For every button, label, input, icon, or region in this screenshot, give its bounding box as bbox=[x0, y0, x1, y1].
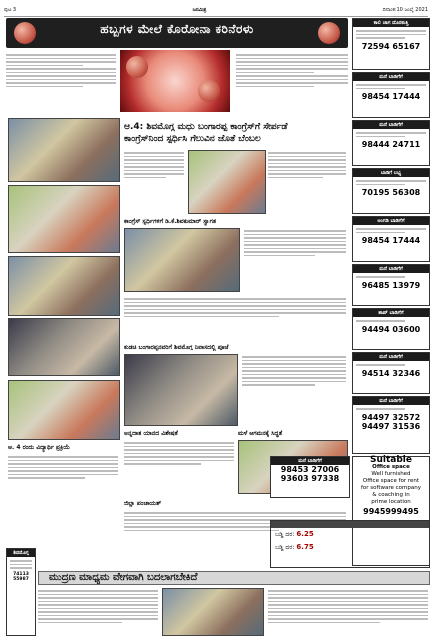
rate-band bbox=[270, 520, 430, 568]
bottom-banner bbox=[38, 571, 430, 585]
hero-headline: ಹಬ್ಬಗಳ ಮೇಲೆ ಕೊರೋನಾ ಕರಿನೆರಳು bbox=[100, 22, 254, 36]
ad-number: 98454 17444 bbox=[361, 236, 421, 245]
virus-icon bbox=[126, 56, 148, 78]
ad-title: ಮನೆ ಬಾಡಿಗೆಗೆ bbox=[353, 353, 429, 361]
photo-group-2 bbox=[8, 185, 120, 253]
ad-title: ಅಂಗಡಿ ಬಾಡಿಗೆಗೆ bbox=[353, 217, 429, 225]
main-portrait bbox=[188, 150, 266, 214]
suitable-line2: Well furnished bbox=[371, 471, 411, 477]
suitable-line3: Office space for rent bbox=[362, 478, 420, 484]
classified-ad-3 bbox=[352, 120, 430, 166]
brief3-headline: ಜಿಲ್ಲಾ ಪಂಚಾಯತ್ bbox=[124, 500, 162, 507]
bottom-headline: ಮುದ್ರಣ ಮಾಧ್ಯಮ ವೇಗವಾಗಿ ಬದಲಾಗಬೇಕಿದೆ bbox=[49, 572, 198, 583]
ad-number-2: 93603 97338 bbox=[280, 474, 340, 483]
photo-group-4 bbox=[8, 318, 120, 376]
classified-ad-5 bbox=[352, 216, 430, 262]
rate-band-header bbox=[271, 521, 429, 528]
ad-title: ಮನೆ ಬಾಡಿಗೆಗೆ bbox=[353, 121, 429, 129]
suitable-number: 9945999495 bbox=[363, 507, 419, 516]
classified-ad-2 bbox=[352, 72, 430, 118]
ad-number: 98444 24711 bbox=[361, 140, 421, 149]
suitable-line1: Office space bbox=[372, 464, 410, 470]
bottom-photo bbox=[162, 588, 264, 636]
ad-number: 94497 32572 bbox=[361, 412, 421, 422]
story4-photo bbox=[124, 354, 238, 426]
main-body-left bbox=[124, 150, 184, 180]
side-headline: ಆ. 4 ರಂದು ವಿದ್ಯಾರ್ಥಿ ಪ್ರಕ್ರಿಯೆ bbox=[8, 444, 70, 451]
rate-label-2: ಬಡ್ಡಿ ದರ: bbox=[275, 544, 295, 551]
classified-ad-9 bbox=[352, 396, 430, 454]
classified-ad-8 bbox=[352, 352, 430, 394]
bottom-body-left bbox=[38, 588, 158, 625]
classified-ad-11 bbox=[6, 548, 36, 636]
paper-name: ಜನಮಿತ್ರ bbox=[192, 7, 207, 13]
ad-title: ಶಿವಮೊಗ್ಗ bbox=[7, 549, 35, 557]
classified-ad-4 bbox=[352, 168, 430, 214]
rate-value-2: 6.75 bbox=[296, 543, 314, 551]
page-number: ಪುಟ 3 bbox=[4, 7, 17, 13]
mid-body-col bbox=[124, 296, 346, 319]
virus-icon bbox=[318, 22, 340, 44]
ad-number: 98453 27006 bbox=[280, 465, 340, 474]
photo-group-1 bbox=[8, 118, 120, 182]
hero-banner bbox=[6, 18, 348, 48]
suitable-line6: prime location bbox=[371, 499, 411, 505]
brief1-body bbox=[124, 440, 234, 467]
ad-title: ಕಾಲಿ ಜಾಗ ದೊರಕುತ್ತಿ bbox=[353, 19, 429, 27]
left-column-top bbox=[6, 52, 116, 89]
ad-number: 98454 17444 bbox=[361, 92, 421, 101]
story3-photo bbox=[124, 228, 240, 292]
ad-number: 72594 65167 bbox=[361, 41, 421, 51]
ad-title: ಮನೆ ಬಾಡಿಗೆಗೆ bbox=[353, 265, 429, 273]
hero-illustration bbox=[120, 50, 230, 112]
suitable-line5: & coaching in bbox=[372, 492, 410, 498]
side-body bbox=[8, 454, 118, 481]
virus-icon bbox=[198, 80, 220, 102]
story3-body bbox=[244, 228, 346, 258]
ad-title: ಬಾಡಿಗೆ ಲಭ್ಯ bbox=[353, 169, 429, 177]
suitable-title: Suitable bbox=[370, 455, 412, 465]
main-body-right bbox=[268, 150, 346, 180]
ad-title: ಮನೆ ಬಾಡಿಗೆಗೆ bbox=[353, 397, 429, 405]
ad-number: 74113 55987 bbox=[13, 571, 29, 582]
ad-number: 96485 13979 bbox=[361, 280, 421, 290]
story4-headline: ಕುಡಚಿ ಬಂಗಾರಪ್ಪನವರಿಗೆ ಶಿವಮೊಗ್ಗ ನಿವಾಸದಲ್ಲಿ ಪೂಜೆ bbox=[124, 344, 229, 351]
right-column-top bbox=[236, 52, 348, 89]
ad-number-2: 94497 31536 bbox=[361, 421, 421, 431]
classified-ad-1 bbox=[352, 18, 430, 70]
ad-number: 70195 56308 bbox=[361, 188, 421, 197]
story4-body bbox=[242, 354, 346, 388]
rate-value-1: 6.25 bbox=[296, 530, 314, 538]
classified-ad-6 bbox=[352, 264, 430, 306]
suitable-line4: for software company bbox=[360, 485, 422, 491]
classified-ad-10 bbox=[270, 456, 350, 498]
classified-ad-7 bbox=[352, 308, 430, 350]
rate-label-1: ಬಡ್ಡಿ ದರ: bbox=[275, 531, 295, 538]
bottom-body-right bbox=[268, 588, 428, 625]
main-headline-1: ಆ.4: ಶಿವಮೊಗ್ಗ ಮಧು ಬಂಗಾರಪ್ಪ ಕಾಂಗ್ರೆಸ್‌ಗೆ ಸೇರ್ಪಡೆ bbox=[124, 122, 288, 132]
main-headline-2: ಕಾಂಗ್ರೆಸ್‌ನಿಂದ ಸ್ಪರ್ಧಿಸಿ ಗೆಲುವಿನ ಜೊತೆ ಬೆಂಬಲ bbox=[124, 134, 261, 144]
ad-number: 94514 32346 bbox=[361, 368, 421, 378]
photo-group-5 bbox=[8, 380, 120, 440]
brief1-headline: ಅನ್ನದಾತ ಯಾನದ ವಿಶೇಷತೆ bbox=[124, 430, 178, 437]
ad-title: ಮನೆ ಬಾಡಿಗೆಗೆ bbox=[271, 457, 349, 465]
masthead-bar bbox=[4, 4, 428, 17]
virus-icon bbox=[14, 22, 36, 44]
issue-date: ದಿನಾಂಕ:10 ಜುಲೈ 2021 bbox=[382, 7, 428, 13]
brief2-headline: ಮಳೆ ಆಗಮನಕ್ಕೆ ಸಿದ್ಧತೆ bbox=[238, 430, 283, 437]
story3-headline: ಕಾಂಗ್ರೆಸ್‌ ಸ್ಪರ್ಧಿಗಳಿಗೆ ಡಿ.ಕೆ.ಶಿವಕುಮಾರ್ ಸ್ವಾಗತ bbox=[124, 218, 217, 225]
ad-title: ಶಾಪ್ ಬಾಡಿಗೆಗೆ bbox=[353, 309, 429, 317]
ad-title: ಮನೆ ಬಾಡಿಗೆಗೆ bbox=[353, 73, 429, 81]
photo-group-3 bbox=[8, 256, 120, 316]
ad-number: 94494 03600 bbox=[361, 324, 421, 334]
